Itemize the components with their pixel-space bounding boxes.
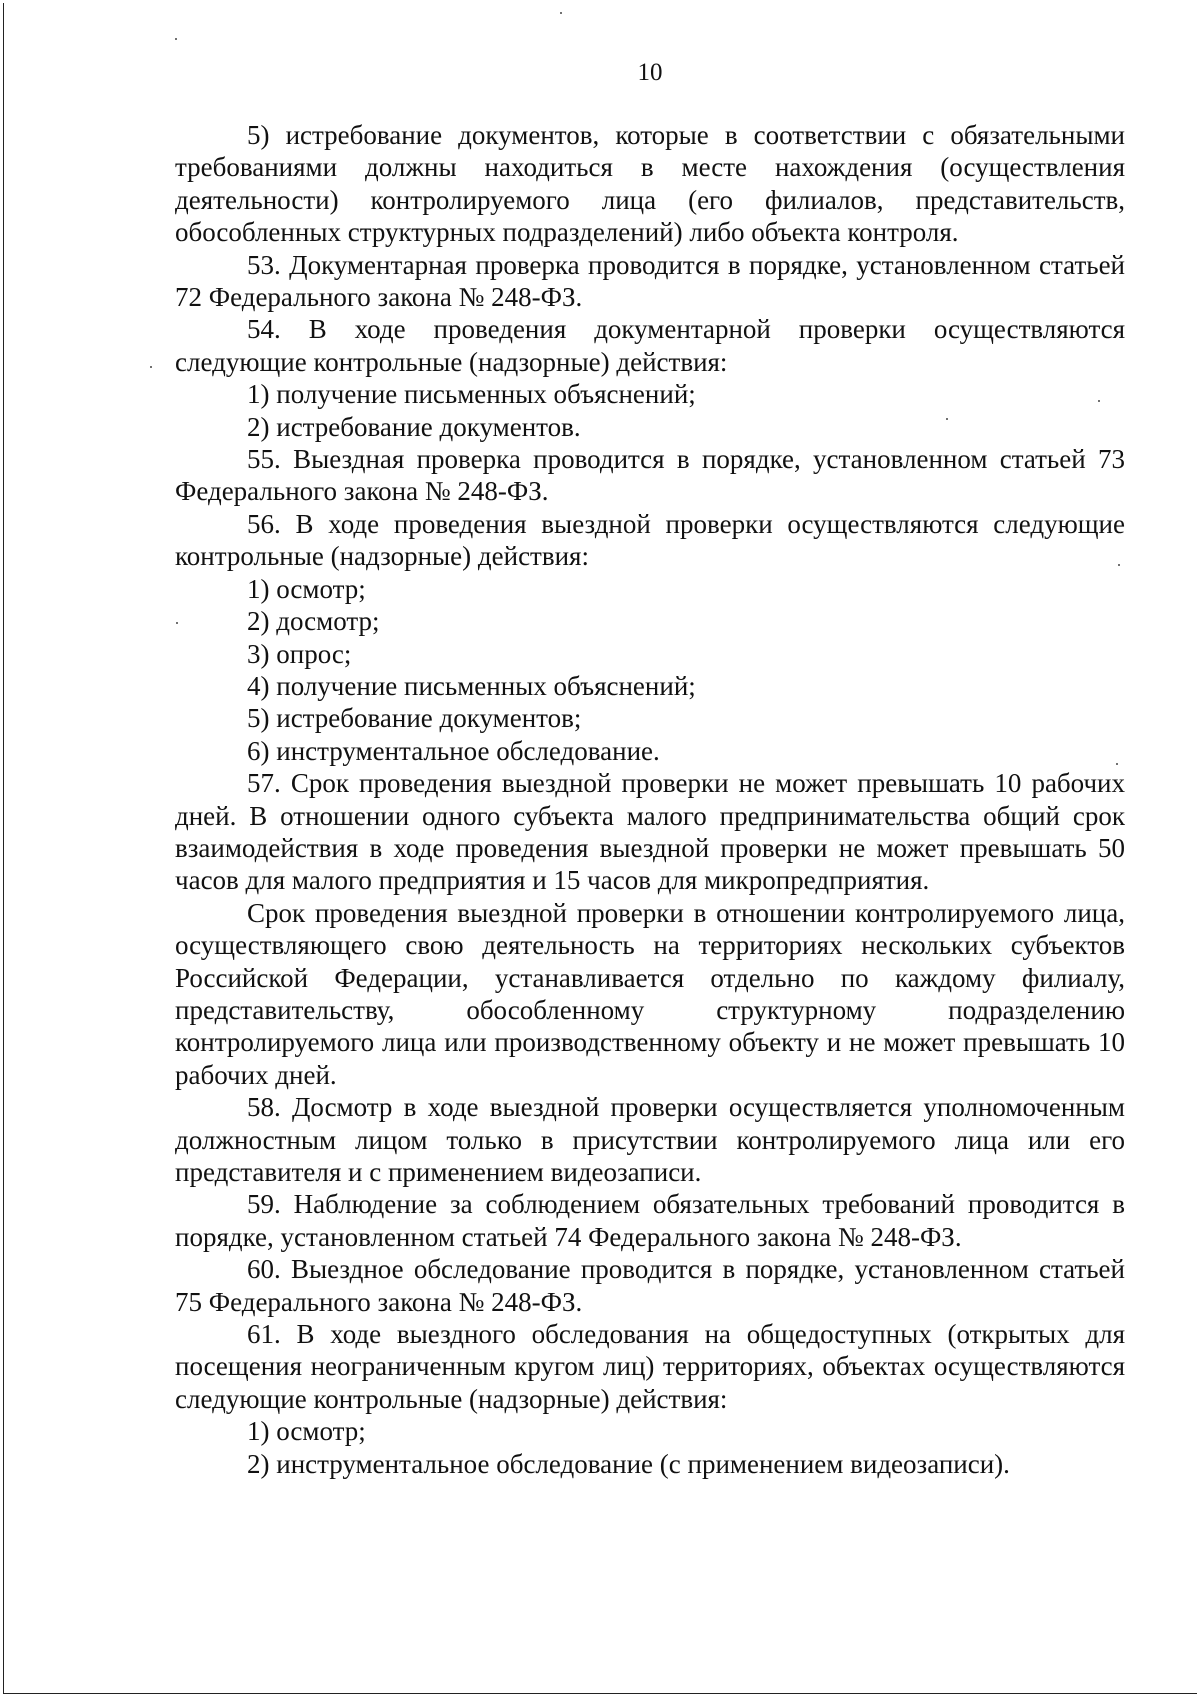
list-item: 6) инструментальное обследование. xyxy=(247,735,660,766)
scan-speck xyxy=(176,622,178,624)
scan-speck xyxy=(1116,763,1118,765)
paragraph-59: 59. Наблюдение за соблюдением обязательных требований проводится в порядке, установленном статьей 74 Федерального закона № 248-ФЗ. xyxy=(175,1189,1132,1252)
list-item: 3) опрос; xyxy=(247,638,352,669)
document-body xyxy=(175,119,1132,1480)
scan-speck xyxy=(946,418,948,420)
paragraph-item-5: 5) истребование документов, которые в соответствии с обязательными требованиями должны находиться в месте нахождения (осуществления деятельности) контролируемого лица (его филиалов, представительств, обособленных структурных подразделений) либо объекта контроля. xyxy=(175,120,1132,248)
paragraph-56: 56. В ходе проведения выездной проверки осуществляются следующие контрольные (надзорные) действия: xyxy=(175,508,1132,572)
paragraph-57-continued: Срок проведения выездной проверки в отношении контролируемого лица, осуществляющего свою деятельность на территориях нескольких субъектов Российской Федерации, устанавливается отдельно по каждому филиалу, представительству, обособленному структурному подразделению контролируемого лица или производственному объекту и не может превышать 10 рабочих дней. xyxy=(175,897,1132,1090)
scan-speck xyxy=(1118,564,1120,566)
paragraph-55: 55. Выездная проверка проводится в порядке, установленном статьей 73 Федерального закона № 248-ФЗ. xyxy=(175,444,1132,507)
list-item: 1) осмотр; xyxy=(247,1416,366,1447)
paragraph-61: 61. В ходе выездного обследования на общедоступных (открытых для посещения неограниченным кругом лиц) территориях, объектах осуществляются следующие контрольные (надзорные) действия: xyxy=(175,1319,1132,1414)
list-item: 2) досмотр; xyxy=(247,606,380,637)
scan-speck xyxy=(175,38,177,40)
list-item: 2) инструментальное обследование (с применением видеозаписи). xyxy=(247,1448,1010,1479)
paragraph-57: 57. Срок проведения выездной проверки не может превышать 10 рабочих дней. В отношении одного субъекта малого предпринимательства общий срок взаимодействия в ходе проведения выездной проверки не может превышать 50 часов для малого предприятия и 15 часов для микропредприятия. xyxy=(175,768,1132,896)
paragraph-53: 53. Документарная проверка проводится в порядке, установленном статьей 72 Федерального закона № 248-ФЗ. xyxy=(175,249,1132,313)
scan-speck xyxy=(560,12,562,14)
list-item: 2) истребование документов. xyxy=(247,411,581,442)
paragraph-60: 60. Выездное обследование проводится в порядке, установленном статьей 75 Федерального закона № 248-ФЗ. xyxy=(175,1254,1132,1317)
paragraph-54: 54. В ходе проведения документарной проверки осуществляются следующие контрольные (надзорные) действия: xyxy=(175,314,1132,377)
list-item: 1) получение письменных объяснений; xyxy=(247,379,696,410)
list-item: 4) получение письменных объяснений; xyxy=(247,670,696,701)
scan-speck xyxy=(150,366,152,368)
paragraph-58: 58. Досмотр в ходе выездной проверки осуществляется уполномоченным должностным лицом только в присутствии контролируемого лица или его представителя и с применением видеозаписи. xyxy=(175,1092,1132,1187)
page-number: 10 xyxy=(637,59,663,86)
list-item: 1) осмотр; xyxy=(247,573,366,604)
scan-speck xyxy=(1098,400,1100,402)
list-item: 5) истребование документов; xyxy=(247,703,582,734)
